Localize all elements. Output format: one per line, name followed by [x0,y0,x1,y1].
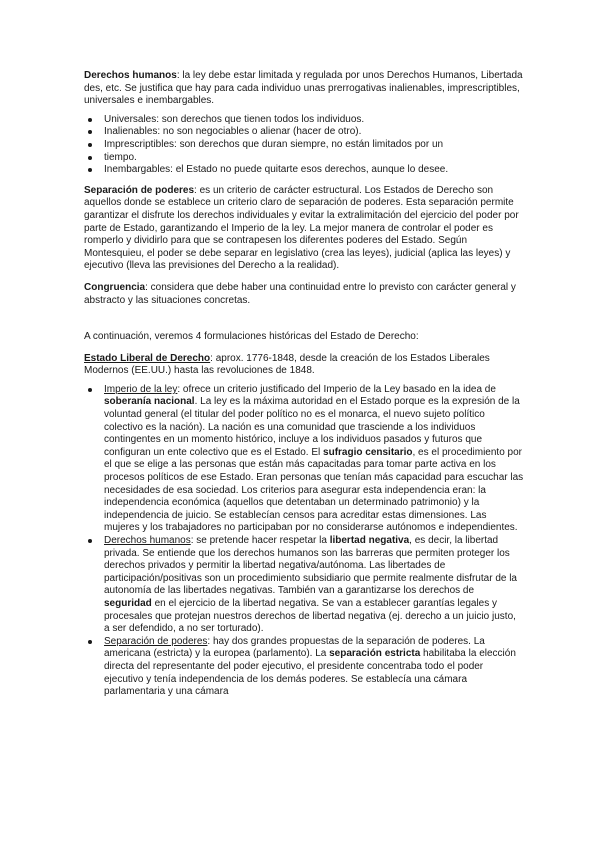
text-estado-liberal: : aprox. 1776-1848, desde la creación de los Estados Liberales Modernos (EE.UU.) hasta las revoluciones de 1848. [84,352,490,377]
paragraph-intro: A continuación, veremos 4 formulaciones históricas del Estado de Derecho: [84,331,419,343]
heading-derechos-humanos: Derechos humanos [84,70,177,81]
label-imperio-ley: Imperio de la ley [104,383,178,395]
list-item-derechos-humanos: Derechos humanos: se pretende hacer respetar la libertad negativa, es decir, la libertad privada. Se entiende que los derechos humanos son las barreras que permiten proteger los derechos privados y permitir la libertad negativa/autónoma. Las libertades de participación/positivas son un procedimiento subsidiario que permite realmente disfrutar de la autonomía de las libertades negativas. También van a garantizarse los derechos de seguridad en el ejercicio de la libertad negativa. Se van a establecer garantías legales y procesales que protejan nuestros derechos de libertad negativa (ej. derecho a un juicio justo, a ser defendido, a no ser torturado). [84,535,524,636]
paragraph-derechos-humanos [84,70,524,108]
list-item: Imprescriptibles: son derechos que duran siempre, no están limitados por un [84,139,524,152]
heading-congruencia: Congruencia [84,281,146,293]
text-derechos-humanos: : la ley debe estar limitada y regulada por unos Derechos Humanos, Libertada des, etc. Se justifica que hay para cada individuo unas prerrogativas inalienables, imprescriptibles, universales e inembargables. [84,70,523,107]
label-separacion-poderes: Separación de poderes [104,635,208,647]
list-item-imperio-ley: Imperio de la ley: ofrece un criterio justificado del Imperio de la Ley basado en la idea de soberanía nacional. La ley es la máxima autoridad en el Estado porque es la expresión de la voluntad general (el titular del poder político no es el monarca, el nuevo sujeto político colectivo es la nación). La nación es una comunidad que trasciende a los individuos contingentes en un momento histórico, incluye a los individuos pasados y futuros que configuran un ente colectivo que es el Estado. El sufragio censitario, es el procedimiento por el que se elige a las personas que están más capacitadas para tomar parte activa en los procesos políticos de ese Estado. Eran personas que tenían más capacidad para escuchar las necesidades de esa sociedad. Los criterios para asegurar esta independencia eran: la independencia económica (aquellos que detentaban un determinado patrimonio) y la independencia de juicio. Se establecían censos para acreditar estas dimensiones. Las mujeres y los trabajadores no participaban por no considerarse autónomos e independientes. [84,384,524,535]
bold-sufragio-censitario: sufragio censitario [323,446,413,458]
bold-separacion-estricta: separación estricta [329,648,421,660]
list-item: Inembargables: el Estado no puede quitarte esos derechos, aunque lo desee. [84,164,524,177]
heading-estado-liberal: Estado Liberal de Derecho [84,352,211,364]
text-congruencia: : considera que debe haber una continuidad entre lo previsto con carácter general y abstracto y las situaciones concretas. [84,281,516,306]
heading-separacion-poderes: Separación de poderes [84,184,195,196]
paragraph-congruencia [84,282,524,307]
list-item: tiempo. [84,152,524,165]
text-separacion-poderes: : es un criterio de carácter estructural. Los Estados de Derecho son aquellos donde se establece un criterio claro de separación de poderes. Esta separación permite garantizar el disfrute los derechos individuales y evitar la extralimitación del ejercicio del poder por parte de Estado, garantizando el Imperio de la ley. La mejor manera de controlar el poder es romperlo y dividirlo para que se contrapesen los diferentes poderes del Estado. Según Montesquieu, el poder se debe separar en legislativo (crea las leyes), judicial (aplica las leyes) y ejecutivo (lleva las previsiones del Derecho a la realidad). [84,184,519,272]
paragraph-separacion-poderes [84,185,524,273]
list-item: Inalienables: no son negociables o alienar (hacer de otro). [84,126,524,139]
bold-seguridad: seguridad [104,597,152,609]
rights-properties-list [84,114,524,177]
paragraph-estado-liberal [84,353,524,378]
list-item-separacion-poderes: Separación de poderes: hay dos grandes propuestas de la separación de poderes. La americana (estricta) y la europea (parlamento). La separación estricta habilitaba la elección directa del representante del poder ejecutivo, el presidente concentraba todo el poder ejecutivo y tenía independencia de los demás poderes. Se establecía una cámara parlamentaria y una cámara [84,636,524,699]
list-item: Universales: son derechos que tienen todos los individuos. [84,114,524,127]
bold-libertad-negativa: libertad negativa [329,535,410,546]
liberal-state-list [84,384,524,699]
label-derechos-humanos: Derechos humanos [104,535,191,546]
bold-soberania-nacional: soberanía nacional [104,396,195,408]
document-body [84,70,524,699]
